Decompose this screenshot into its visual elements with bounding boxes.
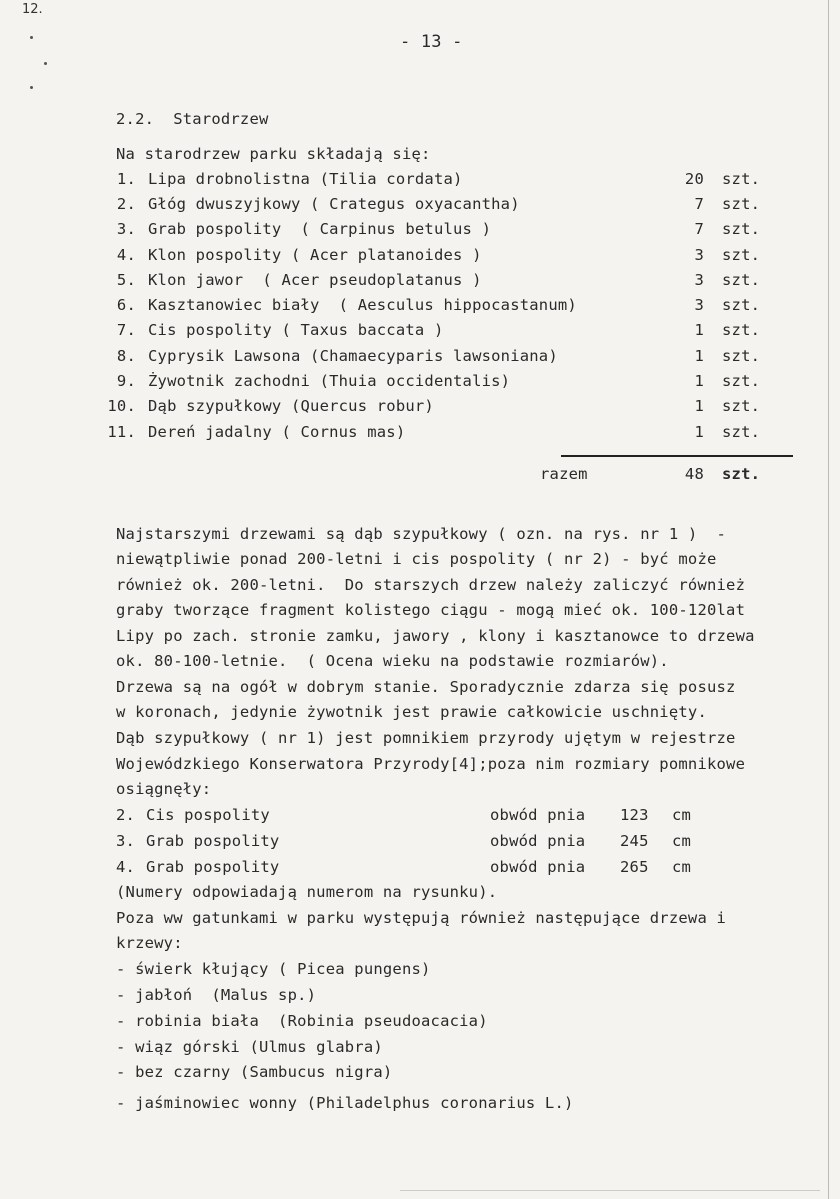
- item-unit: szt.: [722, 372, 761, 390]
- item-count: 1: [694, 347, 704, 365]
- item-unit: szt.: [722, 321, 761, 339]
- item-unit: szt.: [722, 296, 761, 314]
- paragraph-line: w koronach, jedynie żywotnik jest prawie całkowicie uschnięty.: [116, 703, 707, 721]
- total-unit: szt.: [722, 465, 761, 483]
- item-count: 1: [694, 423, 704, 441]
- list-item: - świerk kłujący ( Picea pungens): [116, 960, 431, 978]
- monument-number: 4.: [116, 858, 136, 876]
- item-number: 1.: [116, 170, 136, 188]
- paragraph-line: Najstarszymi drzewami są dąb szypułkowy ( ozn. na rys. nr 1 ) -: [116, 525, 727, 543]
- item-number: 6.: [116, 296, 136, 314]
- list-item: - wiąz górski (Ulmus glabra): [116, 1038, 383, 1056]
- item-count: 3: [694, 271, 704, 289]
- list-item: - jaśminowiec wonny (Philadelphus coronarius L.): [116, 1094, 574, 1112]
- item-count: 7: [694, 220, 704, 238]
- item-count: 3: [694, 246, 704, 264]
- paragraph-line: graby tworzące fragment kolistego ciągu - mogą mieć ok. 100-120lat: [116, 601, 746, 619]
- paragraph-line: Drzewa są na ogół w dobrym stanie. Sporadycznie zdarza się posusz: [116, 678, 736, 696]
- list-item: - robinia biała (Robinia pseudoacacia): [116, 1012, 488, 1030]
- item-count: 7: [694, 195, 704, 213]
- total-label: razem: [540, 465, 588, 483]
- item-count: 20: [684, 170, 704, 188]
- monument-number: 2.: [116, 806, 136, 824]
- item-unit: szt.: [722, 423, 761, 441]
- monument-label: obwód pnia: [490, 858, 586, 876]
- item-number: 2.: [116, 195, 136, 213]
- item-number: 11.: [107, 423, 136, 441]
- page-bottom-edge: [400, 1190, 820, 1191]
- monument-value: 245: [620, 832, 649, 850]
- item-name: Grab pospolity ( Carpinus betulus ): [148, 220, 492, 238]
- paragraph-line: Lipy po zach. stronie zamku, jawory , klony i kasztanowce to drzewa: [116, 627, 755, 645]
- page-edge-line: [828, 0, 829, 1199]
- list-item: - bez czarny (Sambucus nigra): [116, 1063, 393, 1081]
- item-number: 7.: [116, 321, 136, 339]
- item-unit: szt.: [722, 220, 761, 238]
- item-number: 5.: [116, 271, 136, 289]
- monument-label: obwód pnia: [490, 806, 586, 824]
- item-name: Cyprysik Lawsona (Chamaecyparis lawsoniana): [148, 347, 558, 365]
- item-unit: szt.: [722, 195, 761, 213]
- item-number: 9.: [116, 372, 136, 390]
- monument-value: 123: [620, 806, 649, 824]
- section-intro: Na starodrzew parku składają się:: [116, 145, 431, 163]
- handwritten-page-mark: 12.: [22, 2, 43, 17]
- item-unit: szt.: [722, 246, 761, 264]
- monument-name: Grab pospolity: [146, 832, 280, 850]
- punch-dot: [30, 86, 33, 89]
- paragraph-line: Dąb szypułkowy ( nr 1) jest pomnikiem przyrody ujętym w rejestrze: [116, 729, 736, 747]
- punch-dot: [30, 36, 33, 39]
- item-count: 3: [694, 296, 704, 314]
- total-count: 48: [684, 465, 704, 483]
- item-name: Kasztanowiec biały ( Aesculus hippocastanum): [148, 296, 577, 314]
- item-unit: szt.: [722, 347, 761, 365]
- monument-name: Cis pospolity: [146, 806, 270, 824]
- punch-dot: [44, 62, 47, 65]
- item-name: Klon jawor ( Acer pseudoplatanus ): [148, 271, 482, 289]
- paragraph-line: niewątpliwie ponad 200-letni i cis pospolity ( nr 2) - być może: [116, 550, 717, 568]
- item-name: Żywotnik zachodni (Thuia occidentalis): [148, 372, 511, 390]
- total-rule: [561, 455, 793, 457]
- paragraph-line: krzewy:: [116, 934, 183, 952]
- monument-unit: cm: [672, 832, 692, 850]
- monument-unit: cm: [672, 858, 692, 876]
- item-number: 8.: [116, 347, 136, 365]
- item-name: Cis pospolity ( Taxus baccata ): [148, 321, 444, 339]
- list-item: - jabłoń (Malus sp.): [116, 986, 317, 1004]
- item-count: 1: [694, 321, 704, 339]
- monument-label: obwód pnia: [490, 832, 586, 850]
- item-name: Dereń jadalny ( Cornus mas): [148, 423, 406, 441]
- monument-unit: cm: [672, 806, 692, 824]
- item-unit: szt.: [722, 271, 761, 289]
- paragraph-line: (Numery odpowiadają numerom na rysunku).: [116, 883, 498, 901]
- paragraph-line: osiągnęły:: [116, 780, 212, 798]
- item-count: 1: [694, 397, 704, 415]
- item-number: 4.: [116, 246, 136, 264]
- item-name: Głóg dwuszyjkowy ( Crategus oxyacantha): [148, 195, 520, 213]
- item-name: Dąb szypułkowy (Quercus robur): [148, 397, 434, 415]
- item-number: 10.: [107, 397, 136, 415]
- page-number: - 13 -: [400, 32, 463, 52]
- paragraph-line: ok. 80-100-letnie. ( Ocena wieku na podstawie rozmiarów).: [116, 652, 669, 670]
- item-name: Lipa drobnolistna (Tilia cordata): [148, 170, 463, 188]
- paragraph-line: również ok. 200-letni. Do starszych drzew należy zaliczyć również: [116, 576, 746, 594]
- section-heading: 2.2. Starodrzew: [116, 110, 269, 128]
- paragraph-line: Wojewódzkiego Konserwatora Przyrody[4];poza nim rozmiary pomnikowe: [116, 755, 746, 773]
- item-number: 3.: [116, 220, 136, 238]
- monument-value: 265: [620, 858, 649, 876]
- monument-name: Grab pospolity: [146, 858, 280, 876]
- item-name: Klon pospolity ( Acer platanoides ): [148, 246, 482, 264]
- item-count: 1: [694, 372, 704, 390]
- paragraph-line: Poza ww gatunkami w parku występują również następujące drzewa i: [116, 909, 727, 927]
- monument-number: 3.: [116, 832, 136, 850]
- item-unit: szt.: [722, 170, 761, 188]
- item-unit: szt.: [722, 397, 761, 415]
